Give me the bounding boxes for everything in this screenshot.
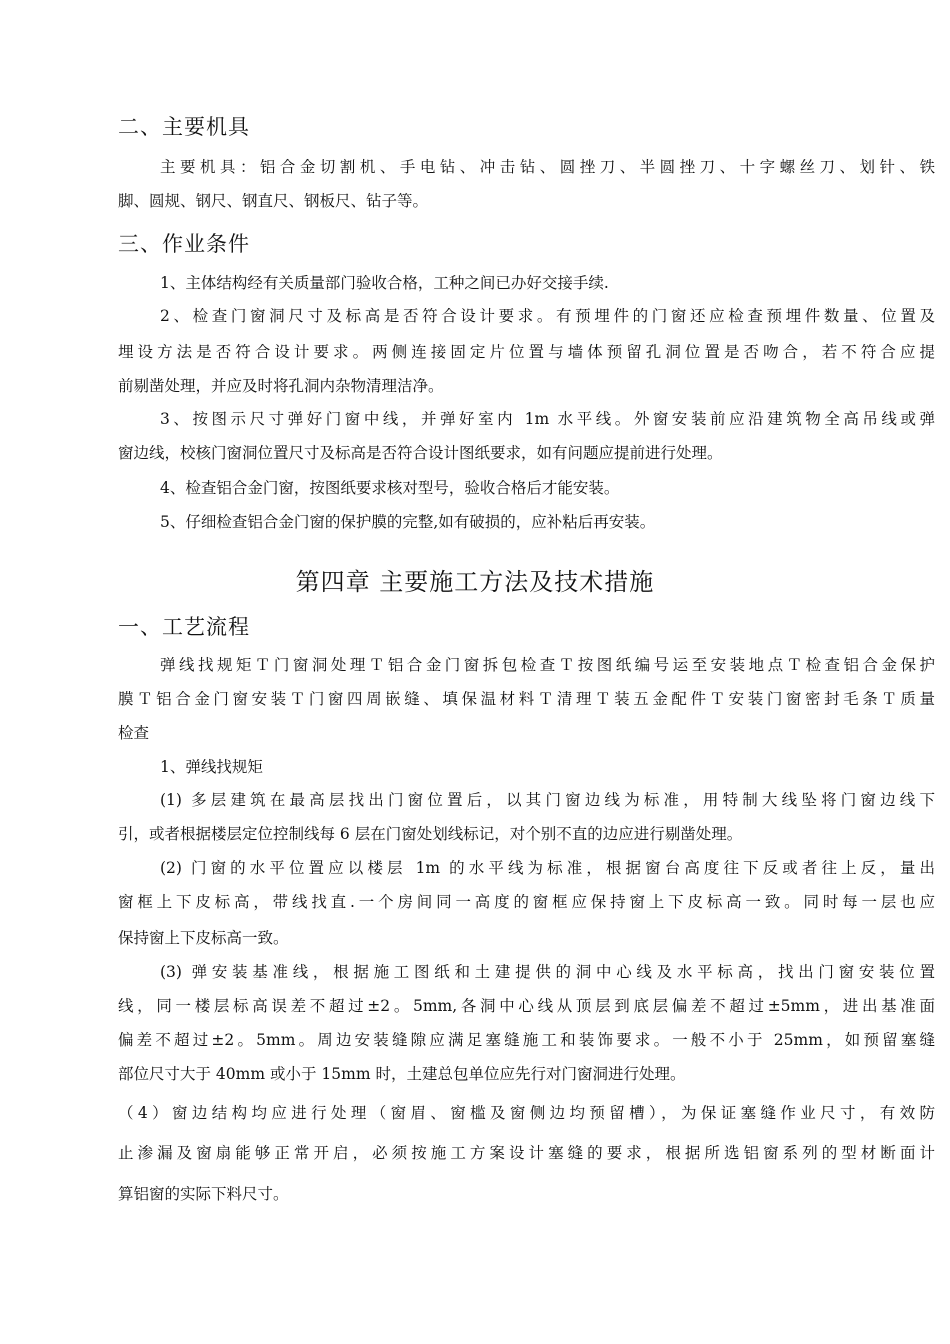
paragraph-line: (1) 多层建筑在最高层找出门窗位置后，以其门窗边线为标准，用特制大线坠将门窗边线下 — [160, 791, 935, 809]
paragraph-line: 3、按图示尺寸弹好门窗中线，并弹好室内 1m 水平线。外窗安装前应沿建筑物全高吊线或弹 — [160, 410, 935, 428]
paragraph-line: (3) 弹安装基准线，根据施工图纸和土建提供的洞中心线及水平标高，找出门窗安装位置 — [160, 963, 935, 981]
paragraph-line: (2) 门窗的水平位置应以楼层 1m 的水平线为标准，根据窗台高度往下反或者往上反，量出 — [160, 859, 935, 877]
section-heading-tools: 二、主要机具 — [118, 115, 250, 139]
paragraph-line: 偏差不超过±2。5mm。周边安装缝隙应满足塞缝施工和装饰要求。一般不小于 25mm，如预留塞缝 — [118, 1031, 935, 1049]
paragraph-line: 保持窗上下皮标高一致。 — [118, 929, 289, 947]
paragraph-line: 线，同一楼层标高误差不超过±2。5mm,各洞中心线从顶层到底层偏差不超过±5mm，进出基准面 — [118, 997, 935, 1015]
paragraph-line: 脚、圆规、钢尺、钢直尺、钢板尺、钻子等。 — [118, 192, 429, 210]
paragraph-line: 引，或者根据楼层定位控制线每 6 层在门窗处划线标记，对个别不直的边应进行剔凿处理。 — [118, 825, 743, 843]
paragraph-line: 1、主体结构经有关质量部门验收合格，工种之间已办好交接手续. — [160, 274, 609, 292]
paragraph-line: 埋设方法是否符合设计要求。两侧连接固定片位置与墙体预留孔洞位置是否吻合，若不符合应提 — [118, 343, 935, 361]
paragraph-line: 5、仔细检查铝合金门窗的保护膜的完整,如有破损的，应补粘后再安装。 — [160, 513, 656, 531]
paragraph-line: 主要机具：铝合金切割机、手电钻、冲击钻、圆挫刀、半圆挫刀、十字螺丝刀、划针、铁 — [160, 158, 935, 176]
paragraph-line: 2、检查门窗洞尺寸及标高是否符合设计要求。有预埋件的门窗还应检查预埋件数量、位置及 — [160, 307, 935, 325]
paragraph-line: 窗框上下皮标高，带线找直.一个房间同一高度的窗框应保持窗上下皮标高一致。同时每一层也应 — [118, 893, 935, 911]
paragraph-line: 算铝窗的实际下料尺寸。 — [118, 1185, 289, 1203]
paragraph-line: （4）窗边结构均应进行处理（窗眉、窗槛及窗侧边均预留槽），为保证塞缝作业尺寸，有效防 — [118, 1104, 935, 1122]
paragraph-line: 弹线找规矩Ｔ门窗洞处理Ｔ铝合金门窗拆包检查Ｔ按图纸编号运至安装地点Ｔ检查铝合金保护 — [160, 656, 935, 674]
paragraph-line: 止渗漏及窗扇能够正常开启，必须按施工方案设计塞缝的要求，根据所选铝窗系列的型材断面计 — [118, 1144, 935, 1162]
chapter-title: 第四章 主要施工方法及技术措施 — [295, 568, 655, 596]
paragraph-line: 前剔凿处理，并应及时将孔洞内杂物清理洁净。 — [118, 377, 444, 395]
paragraph-line: 4、检查铝合金门窗，按图纸要求核对型号，验收合格后才能安装。 — [160, 479, 620, 497]
paragraph-line: 膜Ｔ铝合金门窗安装Ｔ门窗四周嵌缝、填保温材料Ｔ清理Ｔ装五金配件Ｔ安装门窗密封毛条Ｔ质量 — [118, 690, 935, 708]
paragraph-line: 部位尺寸大于 40mm 或小于 15mm 时，土建总包单位应先行对门窗洞进行处理。 — [118, 1065, 686, 1083]
paragraph-line: 1、弹线找规矩 — [160, 758, 263, 776]
paragraph-line: 检查 — [118, 724, 150, 742]
section-heading-conditions: 三、作业条件 — [118, 232, 250, 256]
section-heading-process: 一、工艺流程 — [118, 615, 250, 639]
paragraph-line: 窗边线，校核门窗洞位置尺寸及标高是否符合设计图纸要求，如有问题应提前进行处理。 — [118, 444, 723, 462]
